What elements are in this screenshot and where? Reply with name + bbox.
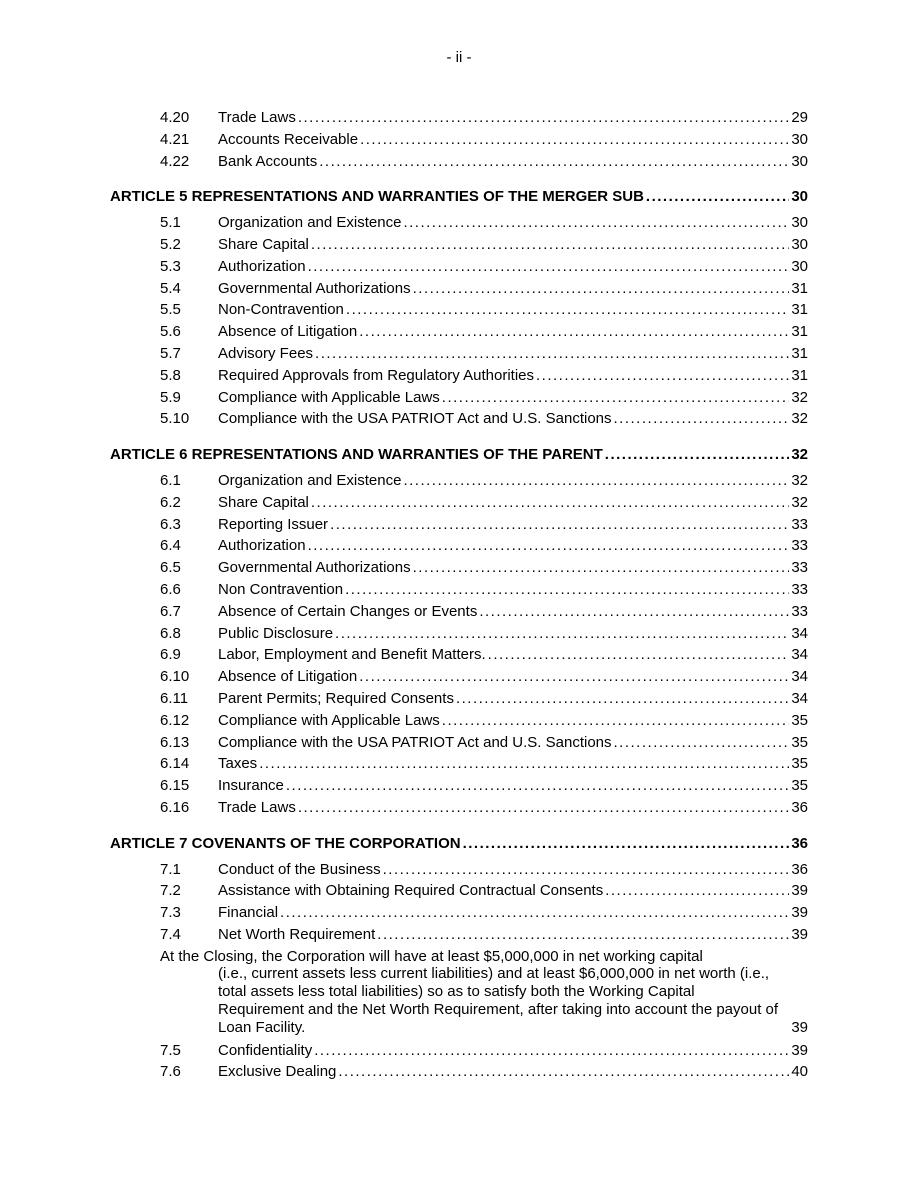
toc-entry-page: 30 [791, 130, 808, 148]
toc-entry-row [110, 343, 808, 365]
toc-entry-row [110, 688, 808, 710]
toc-entry-page: 31 [791, 279, 808, 297]
toc-entry-title: Advisory Fees [218, 344, 314, 362]
toc-entry-row [110, 710, 808, 732]
dot-leader [646, 186, 789, 208]
dot-leader [338, 1061, 789, 1083]
toc-entry-row [110, 902, 808, 924]
toc-entry-title: Financial [218, 904, 279, 922]
dot-leader [311, 492, 789, 514]
toc-entry-page: 35 [791, 733, 808, 751]
toc-entry-page: 33 [791, 580, 808, 598]
toc-entry-page: 35 [791, 777, 808, 795]
toc-entry-row [110, 234, 808, 256]
dot-leader [614, 732, 790, 754]
toc-entry-number: 6.3 [160, 515, 181, 533]
toc-entry-row [110, 470, 808, 492]
dot-leader [377, 924, 789, 946]
toc-paragraph-line: At the Closing, the Corporation will have at least $5,000,000 in net working capital [160, 947, 703, 965]
toc-entry-title: Parent Permits; Required Consents [218, 689, 454, 707]
toc-entry-number: 4.22 [160, 152, 190, 170]
dot-leader [614, 408, 790, 430]
dot-leader [319, 151, 789, 173]
toc-entry-row [110, 924, 808, 946]
dot-leader [488, 644, 790, 666]
toc-entry-number: 7.1 [160, 860, 181, 878]
dot-leader [311, 234, 789, 256]
toc-entry-number: 5.6 [160, 323, 181, 341]
dot-leader [359, 666, 789, 688]
toc-entry-page: 33 [791, 515, 808, 533]
toc-entry-title: Non Contravention [218, 580, 344, 598]
dot-leader [298, 797, 790, 819]
toc-entry-row [110, 408, 808, 430]
dot-leader [479, 601, 789, 623]
toc-entry-title: Organization and Existence [218, 471, 402, 489]
toc-entry-title: Authorization [218, 537, 306, 555]
dot-leader [308, 535, 790, 557]
toc-entry-page: 31 [791, 301, 808, 319]
toc-entry-row [110, 880, 808, 902]
toc-entry-number: 6.11 [160, 689, 189, 707]
dot-leader [298, 107, 790, 129]
toc-entry-number: 6.16 [160, 798, 190, 816]
toc-entry-title: Organization and Existence [218, 214, 402, 232]
dot-leader [442, 710, 790, 732]
toc-entry-title: Trade Laws [218, 798, 296, 816]
toc-entry-title: Absence of Litigation [218, 668, 358, 686]
toc-entry-number: 6.2 [160, 493, 181, 511]
toc-entry-page: 34 [791, 624, 808, 642]
dot-leader [403, 470, 789, 492]
toc-entry-number: 6.14 [160, 755, 190, 773]
toc-entry-page: 30 [791, 235, 808, 253]
toc-entry-title: Compliance with the USA PATRIOT Act and U.S. Sanctions [218, 733, 612, 751]
toc-entry-row [110, 859, 808, 881]
toc-article-heading-label: ARTICLE 6 REPRESENTATIONS AND WARRANTIES OF THE PARENT [110, 446, 603, 464]
toc-entry-number: 5.2 [160, 235, 181, 253]
dot-leader [383, 859, 790, 881]
toc-entry-row [110, 299, 808, 321]
toc-entry-row [110, 107, 808, 129]
toc-entry-page: 39 [791, 904, 808, 922]
toc-entry-row [110, 151, 808, 173]
toc-entry-number: 7.4 [160, 925, 181, 943]
toc-entry-page: 32 [791, 493, 808, 511]
toc-entry-title: Confidentiality [218, 1041, 313, 1059]
toc-paragraph-line [110, 1019, 808, 1037]
dot-leader [360, 129, 789, 151]
toc-entry-number: 6.1 [160, 471, 181, 489]
dot-leader [605, 880, 789, 902]
toc-entry-row [110, 797, 808, 819]
toc-entry-row [110, 278, 808, 300]
toc-entry-page: 35 [791, 755, 808, 773]
toc-entry-number: 6.4 [160, 537, 181, 555]
toc-entry-number: 5.7 [160, 344, 181, 362]
toc-entry-row [110, 129, 808, 151]
toc-section [110, 186, 808, 430]
toc-entry-number: 4.21 [160, 130, 190, 148]
toc-entry-title: Exclusive Dealing [218, 1063, 337, 1081]
toc-entry-title: Compliance with the USA PATRIOT Act and U.S. Sanctions [218, 410, 612, 428]
toc-entry-row [110, 775, 808, 797]
toc-paragraph-last-text: Loan Facility. [218, 1018, 306, 1036]
toc-entry-title: Taxes [218, 755, 258, 773]
toc-entry-title: Trade Laws [218, 109, 296, 126]
toc-entry-page: 30 [791, 257, 808, 275]
toc-entry-row [110, 492, 808, 514]
toc-entry-number: 7.6 [160, 1063, 181, 1081]
toc-entry-title: Compliance with Applicable Laws [218, 711, 440, 729]
toc-entry-row [110, 666, 808, 688]
toc-entry-title: Share Capital [218, 493, 309, 511]
toc-entry-number: 6.9 [160, 646, 181, 664]
toc-entry-title: Accounts Receivable [218, 130, 359, 148]
toc-entry-number: 7.5 [160, 1041, 181, 1059]
toc-entry-row [110, 644, 808, 666]
toc-entry-number: 5.8 [160, 366, 181, 384]
toc-entry-page: 34 [791, 646, 808, 664]
dot-leader [442, 387, 790, 409]
toc-entry-row [110, 535, 808, 557]
toc-entry-number: 6.10 [160, 668, 190, 686]
toc-entry-page: 33 [791, 559, 808, 577]
toc-entry-number: 5.10 [160, 410, 190, 428]
toc-paragraph-line: Requirement and the Net Worth Requirement, after taking into account the payout of [218, 1001, 779, 1019]
toc-entry-number: 6.6 [160, 580, 181, 598]
toc-entry-number: 7.3 [160, 904, 181, 922]
toc-entry-title: Absence of Litigation [218, 323, 358, 341]
toc-entry-page: 34 [791, 689, 808, 707]
toc-entry-title: Absence of Certain Changes or Events [218, 602, 478, 620]
toc-entry-page: 33 [791, 537, 808, 555]
dot-leader [403, 212, 789, 234]
toc-entry-number: 6.8 [160, 624, 181, 642]
toc-entry-row [110, 514, 808, 536]
dot-leader [286, 775, 789, 797]
toc-entry-number: 6.13 [160, 733, 190, 751]
toc-entry-page: 31 [791, 323, 808, 341]
toc-entry-row [110, 753, 808, 775]
toc-entry-number: 6.7 [160, 602, 181, 620]
toc-entry-title: Conduct of the Business [218, 860, 381, 878]
dot-leader [463, 833, 790, 855]
toc-entry-row [110, 1040, 808, 1062]
dot-leader [359, 321, 789, 343]
toc-entry-title: Non-Contravention [218, 301, 344, 319]
toc-entry-number: 6.15 [160, 777, 190, 795]
toc-entry-page: 39 [791, 925, 808, 943]
dot-leader [259, 753, 789, 775]
dot-leader [330, 514, 789, 536]
toc-article-heading-page: 36 [791, 834, 808, 852]
dot-leader [335, 623, 789, 645]
toc-entry-row [110, 365, 808, 387]
toc-paragraph-page: 39 [791, 1018, 808, 1036]
toc-section [110, 444, 808, 819]
toc-entry-number: 7.2 [160, 882, 181, 900]
toc-entry-title: Share Capital [218, 235, 309, 253]
toc-entry-title: Compliance with Applicable Laws [218, 388, 440, 406]
dot-leader [413, 278, 790, 300]
toc-entry-row [110, 1061, 808, 1083]
toc-article-heading [110, 444, 808, 466]
toc-paragraph-line: total assets less total liabilities) so as to satisfy both the Working Capital [218, 983, 695, 1001]
toc-entry-row [110, 557, 808, 579]
page-number-label: - ii - [446, 49, 472, 66]
dot-leader [315, 343, 789, 365]
toc-entry-page: 39 [791, 1041, 808, 1059]
toc-entry-page: 30 [791, 152, 808, 170]
toc-entry-title: Assistance with Obtaining Required Contractual Consents [218, 882, 604, 900]
toc-entry-row [110, 256, 808, 278]
dot-leader [345, 579, 789, 601]
toc-entry-number: 5.4 [160, 279, 181, 297]
dot-leader [605, 444, 790, 466]
toc-entry-row [110, 387, 808, 409]
toc-entry-page: 31 [791, 366, 808, 384]
toc-article-heading-label: ARTICLE 7 COVENANTS OF THE CORPORATION [110, 834, 461, 852]
toc-article-heading [110, 186, 808, 208]
toc-entry-title: Required Approvals from Regulatory Authorities [218, 366, 534, 384]
toc-entry-row [110, 732, 808, 754]
toc-entry-row [110, 601, 808, 623]
toc-entry-page: 39 [791, 882, 808, 900]
toc-entry-title: Authorization [218, 257, 306, 275]
toc-article-heading-page: 32 [791, 446, 808, 464]
toc-entry-row [110, 321, 808, 343]
toc-entry-row [110, 623, 808, 645]
toc-entry-page: 32 [791, 471, 808, 489]
toc-entry-row [110, 212, 808, 234]
dot-leader [314, 1040, 789, 1062]
toc-article-heading-page: 30 [791, 188, 808, 206]
toc-entry-page: 36 [791, 798, 808, 816]
toc-article-heading-label: ARTICLE 5 REPRESENTATIONS AND WARRANTIES OF THE MERGER SUB [110, 188, 644, 206]
toc-entry-number: 4.20 [160, 109, 190, 126]
dot-leader [308, 256, 790, 278]
toc-section [110, 107, 808, 172]
toc-entry-number: 5.5 [160, 301, 181, 319]
toc-entry-page: 29 [791, 109, 808, 126]
toc-entry-title: Public Disclosure [218, 624, 334, 642]
toc-entry-page: 31 [791, 344, 808, 362]
dot-leader [280, 902, 789, 924]
toc-paragraph [110, 948, 808, 1037]
dot-leader [346, 299, 789, 321]
toc-entry-title: Insurance [218, 777, 284, 795]
toc-entry-number: 6.12 [160, 711, 190, 729]
toc-entry-title: Bank Accounts [218, 152, 318, 170]
toc-entry-number: 6.5 [160, 559, 181, 577]
toc-entry-page: 35 [791, 711, 808, 729]
dot-leader [536, 365, 789, 387]
toc-entry-title: Governmental Authorizations [218, 559, 411, 577]
table-of-contents [110, 107, 808, 1083]
toc-entry-page: 33 [791, 602, 808, 620]
toc-entry-page: 34 [791, 668, 808, 686]
toc-paragraph-line: (i.e., current assets less current liabilities) and at least $6,000,000 in net worth (i.e., [218, 965, 770, 983]
dot-leader [456, 688, 789, 710]
toc-entry-title: Reporting Issuer [218, 515, 329, 533]
toc-entry-number: 5.1 [160, 214, 181, 232]
toc-entry-title: Labor, Employment and Benefit Matters. [218, 646, 486, 664]
toc-entry-number: 5.9 [160, 388, 181, 406]
toc-section [110, 833, 808, 1084]
toc-entry-page: 32 [791, 388, 808, 406]
toc-entry-page: 30 [791, 214, 808, 232]
toc-entry-title: Net Worth Requirement [218, 925, 376, 943]
toc-entry-number: 5.3 [160, 257, 181, 275]
toc-entry-page: 36 [791, 860, 808, 878]
toc-article-heading [110, 833, 808, 855]
toc-entry-page: 32 [791, 410, 808, 428]
toc-entry-row [110, 579, 808, 601]
toc-entry-title: Governmental Authorizations [218, 279, 411, 297]
toc-entry-page: 40 [791, 1063, 808, 1081]
dot-leader [413, 557, 790, 579]
